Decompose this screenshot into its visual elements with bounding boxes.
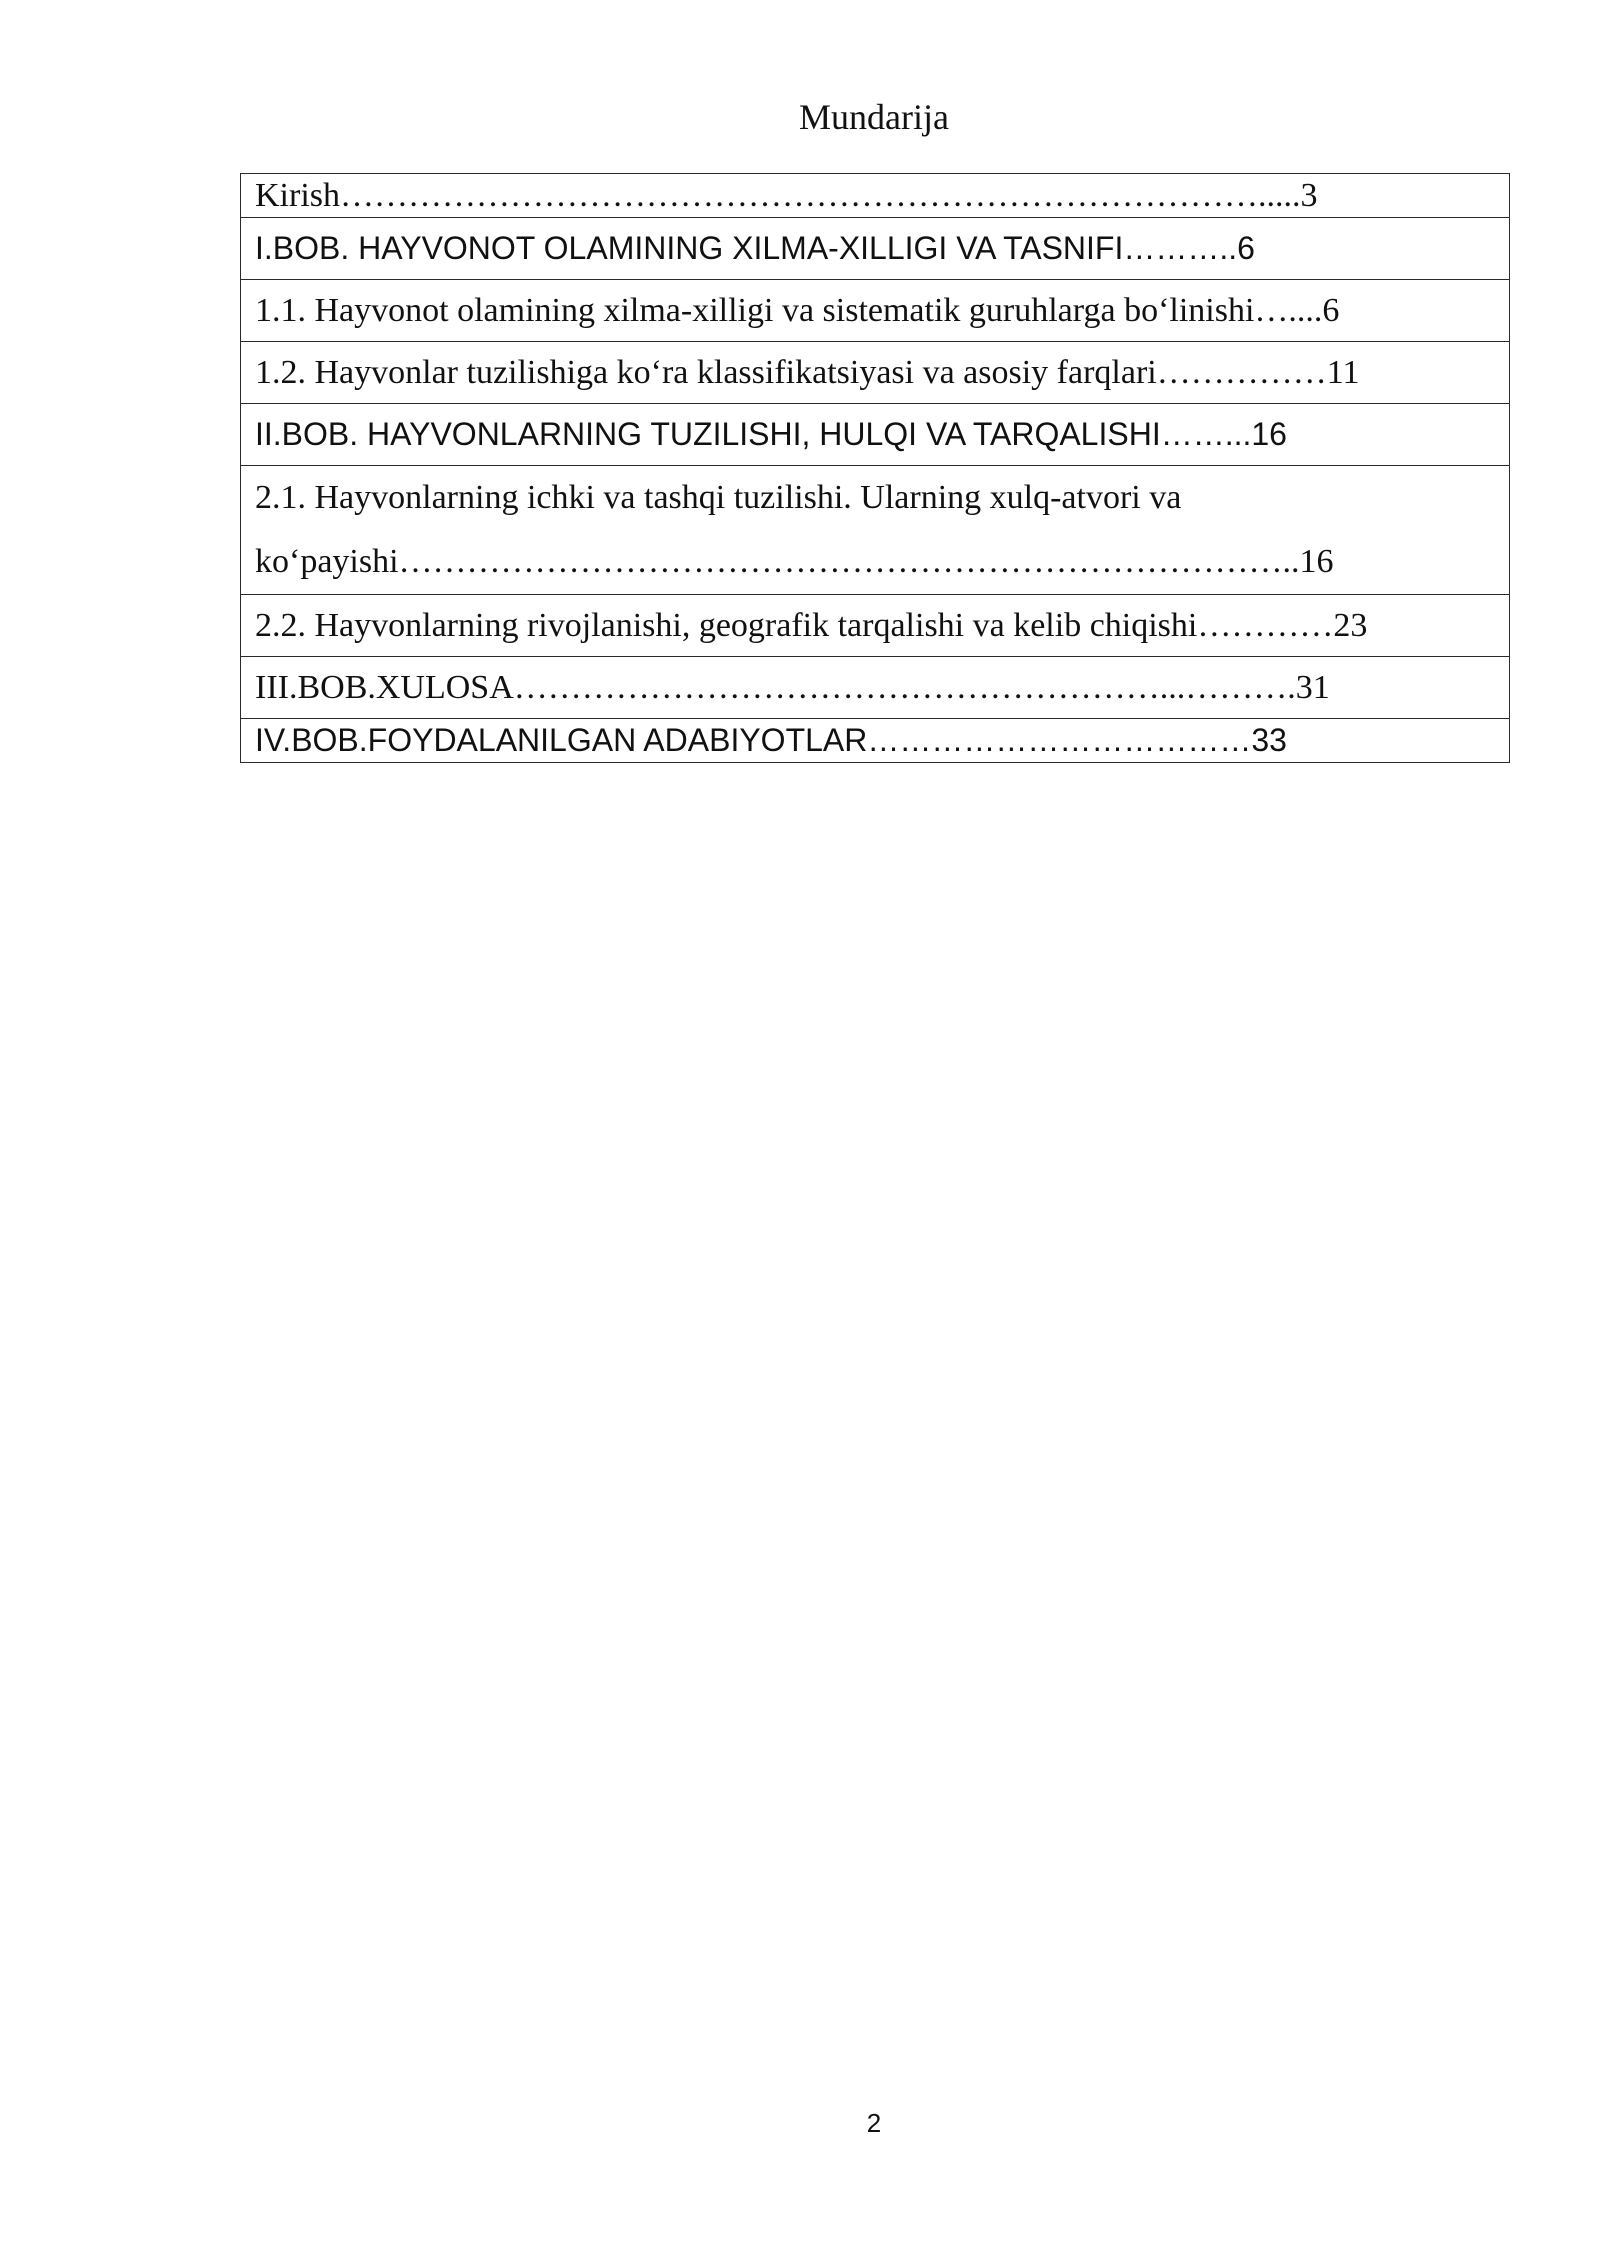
toc-entry-section-2-1-line-2: ko‘payishi……………………………………………………………………..16	[255, 543, 1334, 580]
toc-row	[241, 342, 1510, 404]
toc-row	[241, 280, 1510, 342]
toc-entry-section-1-1: 1.1. Hayvonot olamining xilma-xilligi va sistematik guruhlarga bo‘linishi…....6	[241, 280, 1510, 342]
toc-entry-chapter-2: II.BOB. HAYVONLARNING TUZILISHI, HULQI VA TARQALISHI……...16	[241, 404, 1510, 466]
toc-row	[241, 174, 1510, 218]
toc-entry-chapter-3: III.BOB.XULOSA…………………………………………………...……….31	[241, 657, 1510, 719]
toc-row	[241, 466, 1510, 595]
toc-row	[241, 657, 1510, 719]
toc-row	[241, 719, 1510, 763]
toc-entry-section-1-2: 1.2. Hayvonlar tuzilishiga ko‘ra klassifikatsiyasi va asosiy farqlari……………11	[241, 342, 1510, 404]
toc-entry-section-2-1	[241, 466, 1510, 595]
toc-row	[241, 595, 1510, 657]
toc-row	[241, 218, 1510, 280]
toc-entry-chapter-4: IV.BOB.FOYDALANILGAN ADABIYOTLAR………………………………33	[241, 719, 1510, 763]
page-number: 2	[866, 2108, 882, 2138]
toc-entry-section-2-2: 2.2. Hayvonlarning rivojlanishi, geografik tarqalishi va kelib chiqishi…………23	[241, 595, 1510, 657]
page-title: Mundarija	[799, 97, 949, 137]
toc-entry-chapter-1: I.BOB. HAYVONOT OLAMINING XILMA-XILLIGI VA TASNIFI………..6	[241, 218, 1510, 280]
toc-entry-section-2-1-line-1: 2.1. Hayvonlarning ichki va tashqi tuzilishi. Ularning xulq-atvori va	[255, 479, 1182, 516]
table-of-contents	[240, 173, 1510, 763]
toc-entry-kirish: Kirish……………………………………………………………………….....3	[241, 174, 1510, 218]
toc-row	[241, 404, 1510, 466]
